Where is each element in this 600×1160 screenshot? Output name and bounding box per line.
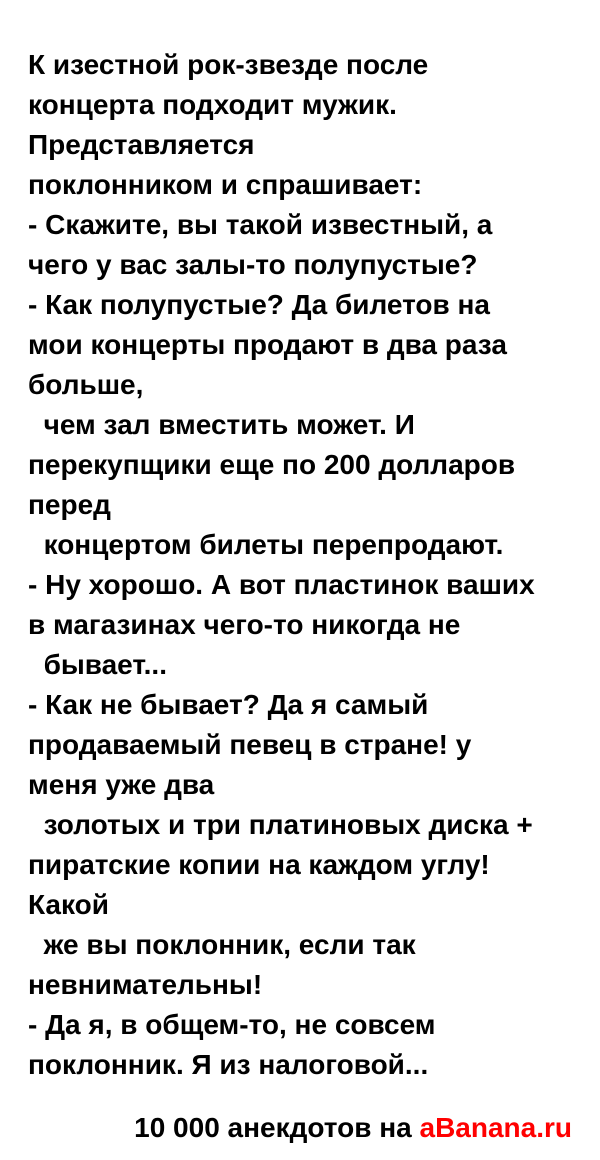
joke-line: пиратские копии на каждом углу! <box>28 849 490 880</box>
joke-line: чем зал вместить может. И <box>28 409 415 440</box>
footer-caption: 10 000 анекдотов на <box>134 1112 420 1143</box>
joke-line: концерта подходит мужик. <box>28 89 397 120</box>
joke-line: - Как полупустые? Да билетов на <box>28 289 490 320</box>
joke-line: в магазинах чего-то никогда не <box>28 609 461 640</box>
joke-line: продаваемый певец в стране! у <box>28 729 472 760</box>
joke-line: Какой <box>28 889 109 920</box>
joke-line: же вы поклонник, если так <box>28 929 416 960</box>
joke-line: больше, <box>28 369 144 400</box>
joke-line: поклонник. Я из налоговой... <box>28 1049 429 1080</box>
joke-line: Представляется <box>28 129 255 160</box>
joke-line: - Скажите, вы такой известный, а <box>28 209 493 240</box>
joke-line: концертом билеты перепродают. <box>28 529 504 560</box>
joke-line: перекупщики еще по 200 долларов <box>28 449 516 480</box>
joke-line: - Как не бывает? Да я самый <box>28 689 429 720</box>
joke-line: невнимательны! <box>28 969 263 1000</box>
joke-line: - Ну хорошо. А вот пластинок ваших <box>28 569 535 600</box>
joke-line: - Да я, в общем-то, не совсем <box>28 1009 436 1040</box>
joke-line: чего у вас залы-то полупустые? <box>28 249 478 280</box>
joke-line: золотых и три платиновых диска + <box>28 809 533 840</box>
joke-line: перед <box>28 489 111 520</box>
joke-line: меня уже два <box>28 769 215 800</box>
joke-line: поклонником и спрашивает: <box>28 169 423 200</box>
footer <box>0 1108 600 1148</box>
joke-line: К изестной рок-звезде после <box>28 49 429 80</box>
joke-line: бывает... <box>28 649 167 680</box>
site-link[interactable]: aBanana.ru <box>419 1112 572 1143</box>
joke-line: мои концерты продают в два раза <box>28 329 507 360</box>
